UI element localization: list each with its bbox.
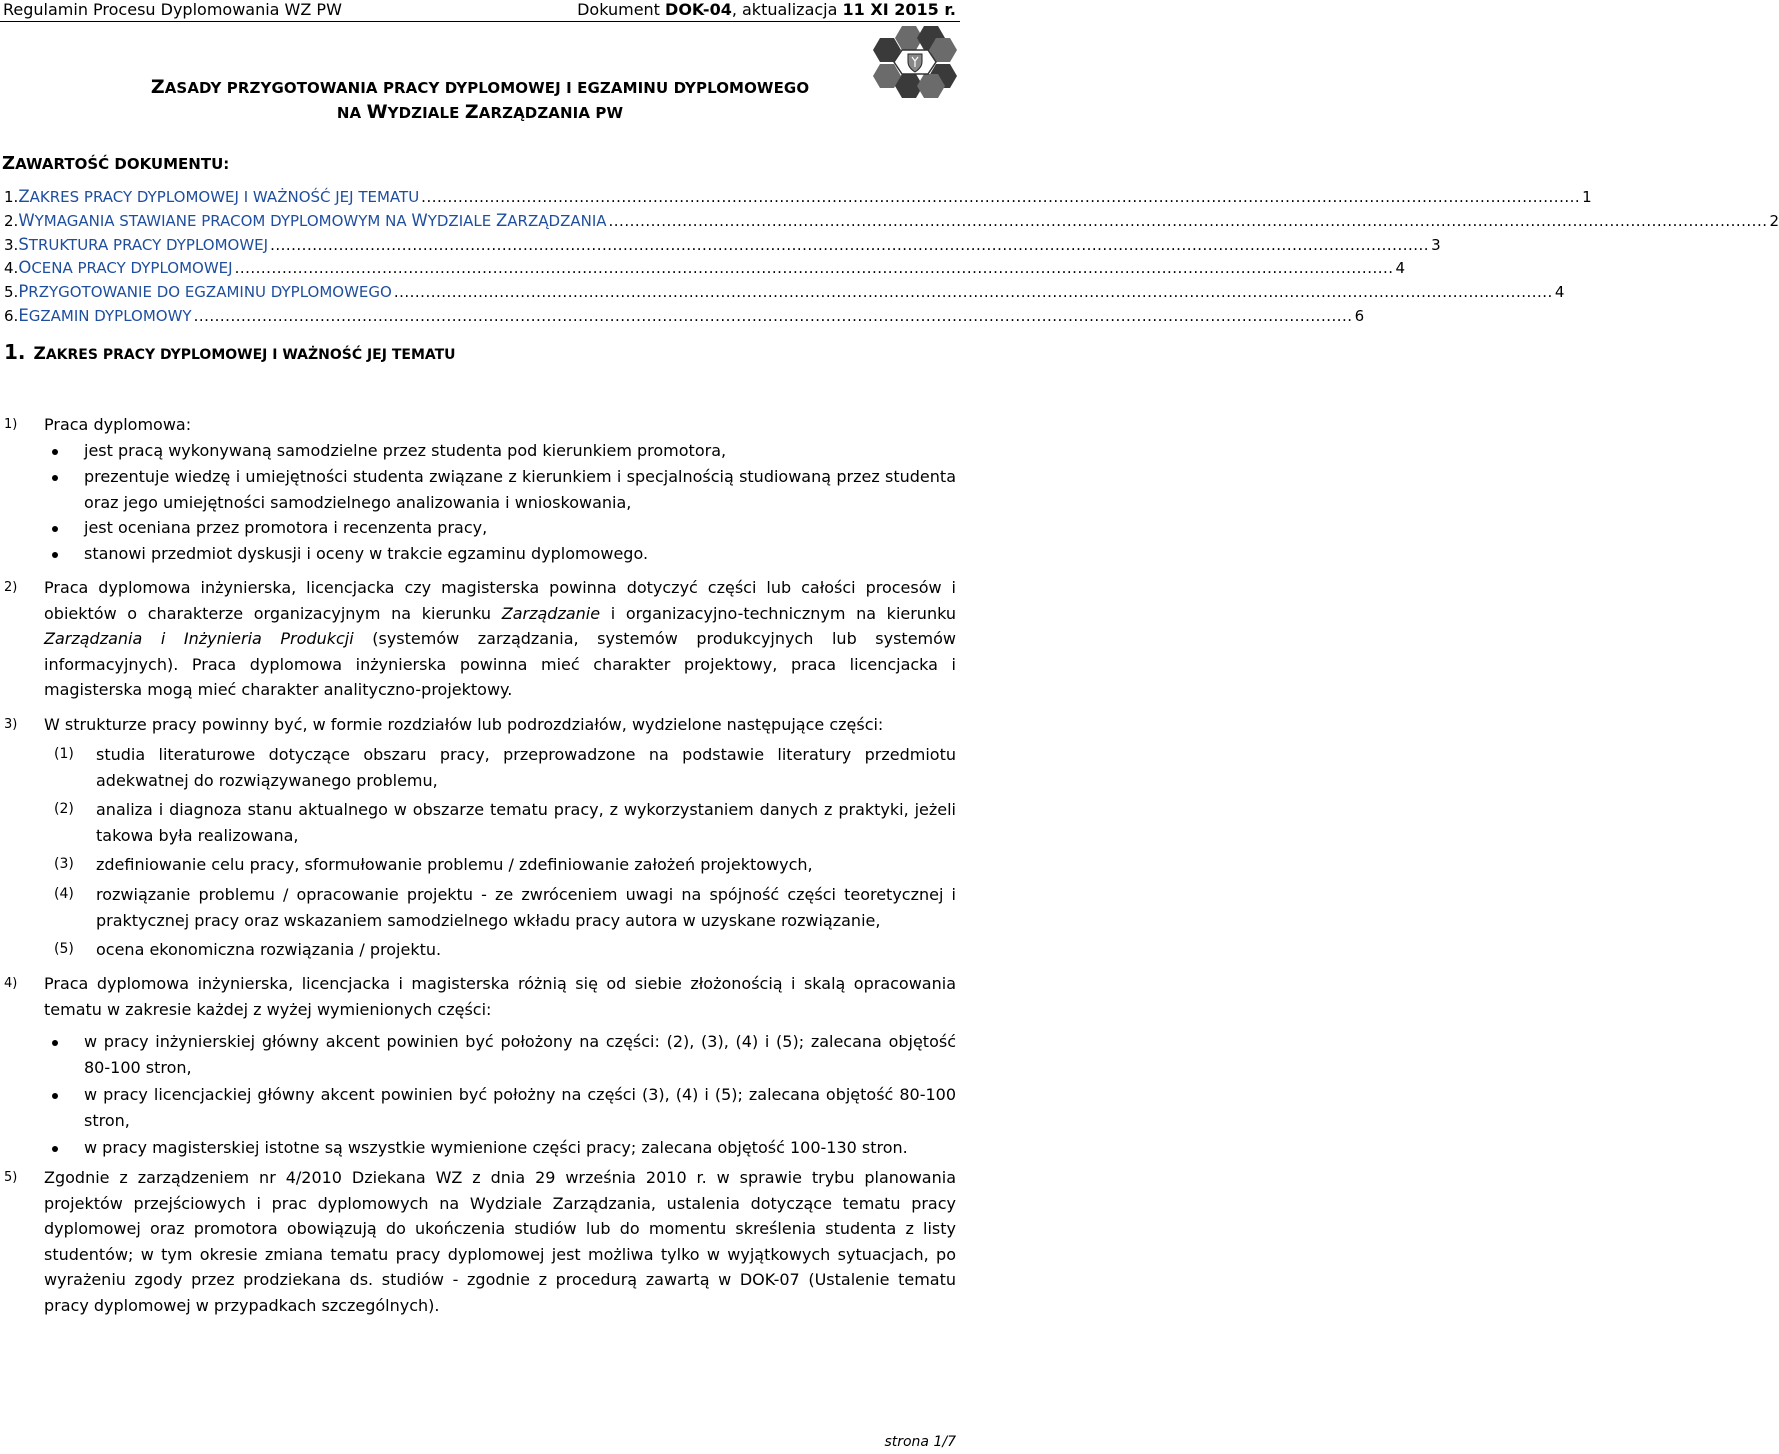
toc-link[interactable]: WYMAGANIA STAWIANE PRACOM DYPLOMOWYM NA WYDZIALE ZARZĄDZANIA <box>18 210 607 230</box>
bullet-icon <box>52 475 58 481</box>
subitem-number: (4) <box>54 886 74 902</box>
toc-leader: ............................................................................................................................................................................................................................ <box>608 211 1768 230</box>
subitem-number: (2) <box>54 801 74 817</box>
toc-item[interactable]: 3. STRUKTURA PRACY DYPLOMOWEJ ............................................................................................................................................................................................................................ 3 <box>0 233 956 257</box>
bullet-icon <box>52 1146 58 1152</box>
toc-item[interactable]: 4. OCENA PRACY DYPLOMOWEJ ............................................................................................................................................................................................................................ 4 <box>0 256 956 280</box>
bullet-icon <box>52 526 58 532</box>
paragraph-text: Praca dyplomowa inżynierska, licencjacka i magisterska różnią się od siebie złożonością i skalą opracowania tematu w zakresie każdej z wyżej wymienionych części: <box>44 974 956 1019</box>
bullet-icon <box>52 1093 58 1099</box>
toc-leader: ............................................................................................................................................................................................................................ <box>234 259 1394 278</box>
document-title-line-2: NA WYDZIALE ZARZĄDZANIA PW <box>336 101 624 123</box>
toc-item[interactable]: 1. ZAKRES PRACY DYPLOMOWEJ I WAŻNOŚĆ JEJ TEMATU ............................................................................................................................................................................................................................ 1 <box>0 185 956 209</box>
toc-leader: ............................................................................................................................................................................................................................ <box>193 306 1353 325</box>
list-item: jest oceniana przez promotora i recenzenta pracy, <box>84 518 488 537</box>
table-of-contents <box>0 185 1779 328</box>
page-number: strona 1/7 <box>884 1434 956 1450</box>
subitem-number: (5) <box>54 941 74 957</box>
paragraph-number: 5) <box>4 1170 18 1185</box>
document-title-line-1: ZASADY PRZYGOTOWANIA PRACY DYPLOMOWEJ I EGZAMINU DYPLOMOWEGO <box>150 76 810 98</box>
header-left: Regulamin Procesu Dyplomowania WZ PW <box>3 0 342 19</box>
bullet-icon <box>52 449 58 455</box>
toc-item[interactable]: 6. EGZAMIN DYPLOMOWY ............................................................................................................................................................................................................................ 6 <box>0 304 956 328</box>
toc-link[interactable]: OCENA PRACY DYPLOMOWEJ <box>18 258 233 278</box>
subitem-text: ocena ekonomiczna rozwiązania / projektu. <box>96 940 442 959</box>
toc-item[interactable]: 5. PRZYGOTOWANIE DO EGZAMINU DYPLOMOWEGO ............................................................................................................................................................................................................................ 4 <box>0 280 956 304</box>
toc-link[interactable]: ZAKRES PRACY DYPLOMOWEJ I WAŻNOŚĆ JEJ TEMATU <box>18 187 420 206</box>
subitem-text: zdefiniowanie celu pracy, sformułowanie problemu / zdefiniowanie założeń projektowych, <box>96 855 813 874</box>
subitem-number: (1) <box>54 746 74 762</box>
paragraph-number: 4) <box>4 976 18 991</box>
subitem-text: rozwiązanie problemu / opracowanie projektu - ze zwróceniem uwagi na spójność części teoretycznej i praktycznej pracy oraz wskazaniem samodzielnego wkładu pracy autora w uzyskane rozwiązanie, <box>96 885 956 930</box>
list-item: jest pracą wykonywaną samodzielne przez studenta pod kierunkiem promotora, <box>84 441 727 460</box>
paragraph-text: W strukturze pracy powinny być, w formie rozdziałów lub podrozdziałów, wydzielone następujące części: <box>44 715 884 734</box>
paragraph-text: Zgodnie z zarządzeniem nr 4/2010 Dziekana WZ z dnia 29 września 2010 r. w sprawie trybu planowania projektów przejściowych i prac dyplomowych na Wydziale Zarządzania, ustalenia dotyczące tematu pracy dyplomowej oraz promotora obowiązują do ukończenia studiów lub do momentu skreślenia studenta z listy studentów; w tym okresie zmiana tematu pracy dyplomowej jest możliwa tylko w wyjątkowych sytuacjach, po wyrażeniu zgody przez prodziekana ds. studiów - zgodnie z procedurą zawartą w DOK-07 (Ustalenie tematu pracy dyplomowej w przypadkach szczególnych). <box>44 1168 956 1315</box>
toc-link[interactable]: EGZAMIN DYPLOMOWY <box>18 305 192 325</box>
paragraph-text: Praca dyplomowa inżynierska, licencjacka czy magisterska powinna dotyczyć części lub całości procesów i obiektów o charakterze organizacyjnym na kierunku Zarządzanie i organizacyjno-technicznym na kierunku Zarządzania i Inżynieria Produkcji (systemów zarządzania, systemów produkcyjnych lub systemów informacyjnych). Praca dyplomowa inżynierska powinna mieć charakter projektowy, praca licencjacka i magisterska mogą mieć charakter analityczno-projektowy. <box>44 578 957 699</box>
list-item: w pracy licencjackiej główny akcent powinien być położny na części (3), (4) i (5); zalecana objętość 80-100 stron, <box>84 1085 956 1130</box>
toc-link[interactable]: STRUKTURA PRACY DYPLOMOWEJ <box>18 234 269 254</box>
paragraph-number: 2) <box>4 580 18 595</box>
toc-item[interactable]: 2. WYMAGANIA STAWIANE PRACOM DYPLOMOWYM NA WYDZIALE ZARZĄDZANIA ............................................................................................................................................................................................................................ 2 <box>0 209 956 233</box>
subitem-text: analiza i diagnoza stanu aktualnego w obszarze tematu pracy, z wykorzystaniem danych z praktyki, jeżeli takowa była realizowana, <box>96 800 956 845</box>
list-item: prezentuje wiedzę i umiejętności studenta związane z kierunkiem i specjalnością studiowaną przez studenta oraz jego umiejętności samodzielnego analizowania i wnioskowania, <box>84 467 956 512</box>
header-right: Dokument DOK-04, aktualizacja 11 XI 2015 r. <box>577 0 956 19</box>
list-item: w pracy magisterskiej istotne są wszystkie wymienione części pracy; zalecana objętość 100-130 stron. <box>84 1138 908 1157</box>
bullet-icon <box>52 1040 58 1046</box>
toc-heading: ZAWARTOŚĆ DOKUMENTU: <box>2 153 230 174</box>
toc-link[interactable]: PRZYGOTOWANIE DO EGZAMINU DYPLOMOWEGO <box>18 282 392 302</box>
list-item: stanowi przedmiot dyskusji i oceny w trakcie egzaminu dyplomowego. <box>84 544 649 563</box>
paragraph-text: Praca dyplomowa: <box>44 415 192 434</box>
toc-leader: ............................................................................................................................................................................................................................ <box>421 188 1581 206</box>
list-item: w pracy inżynierskiej główny akcent powinien być położony na części: (2), (3), (4) i (5); zalecana objętość 80-100 stron, <box>84 1032 956 1077</box>
subitem-number: (3) <box>54 856 74 872</box>
subitem-text: studia literaturowe dotyczące obszaru pracy, przeprowadzone na podstawie literatury przedmiotu adekwatnej do rozwiązywanego problemu, <box>96 745 956 790</box>
paragraph-number: 1) <box>4 417 18 432</box>
page-header <box>0 0 960 22</box>
bullet-icon <box>52 552 58 558</box>
section-heading: 1. ZAKRES PRACY DYPLOMOWEJ I WAŻNOŚĆ JEJ TEMATU <box>4 340 456 364</box>
paragraph-number: 3) <box>4 717 18 732</box>
toc-leader: ............................................................................................................................................................................................................................ <box>270 235 1430 254</box>
toc-leader: ............................................................................................................................................................................................................................ <box>393 283 1553 302</box>
